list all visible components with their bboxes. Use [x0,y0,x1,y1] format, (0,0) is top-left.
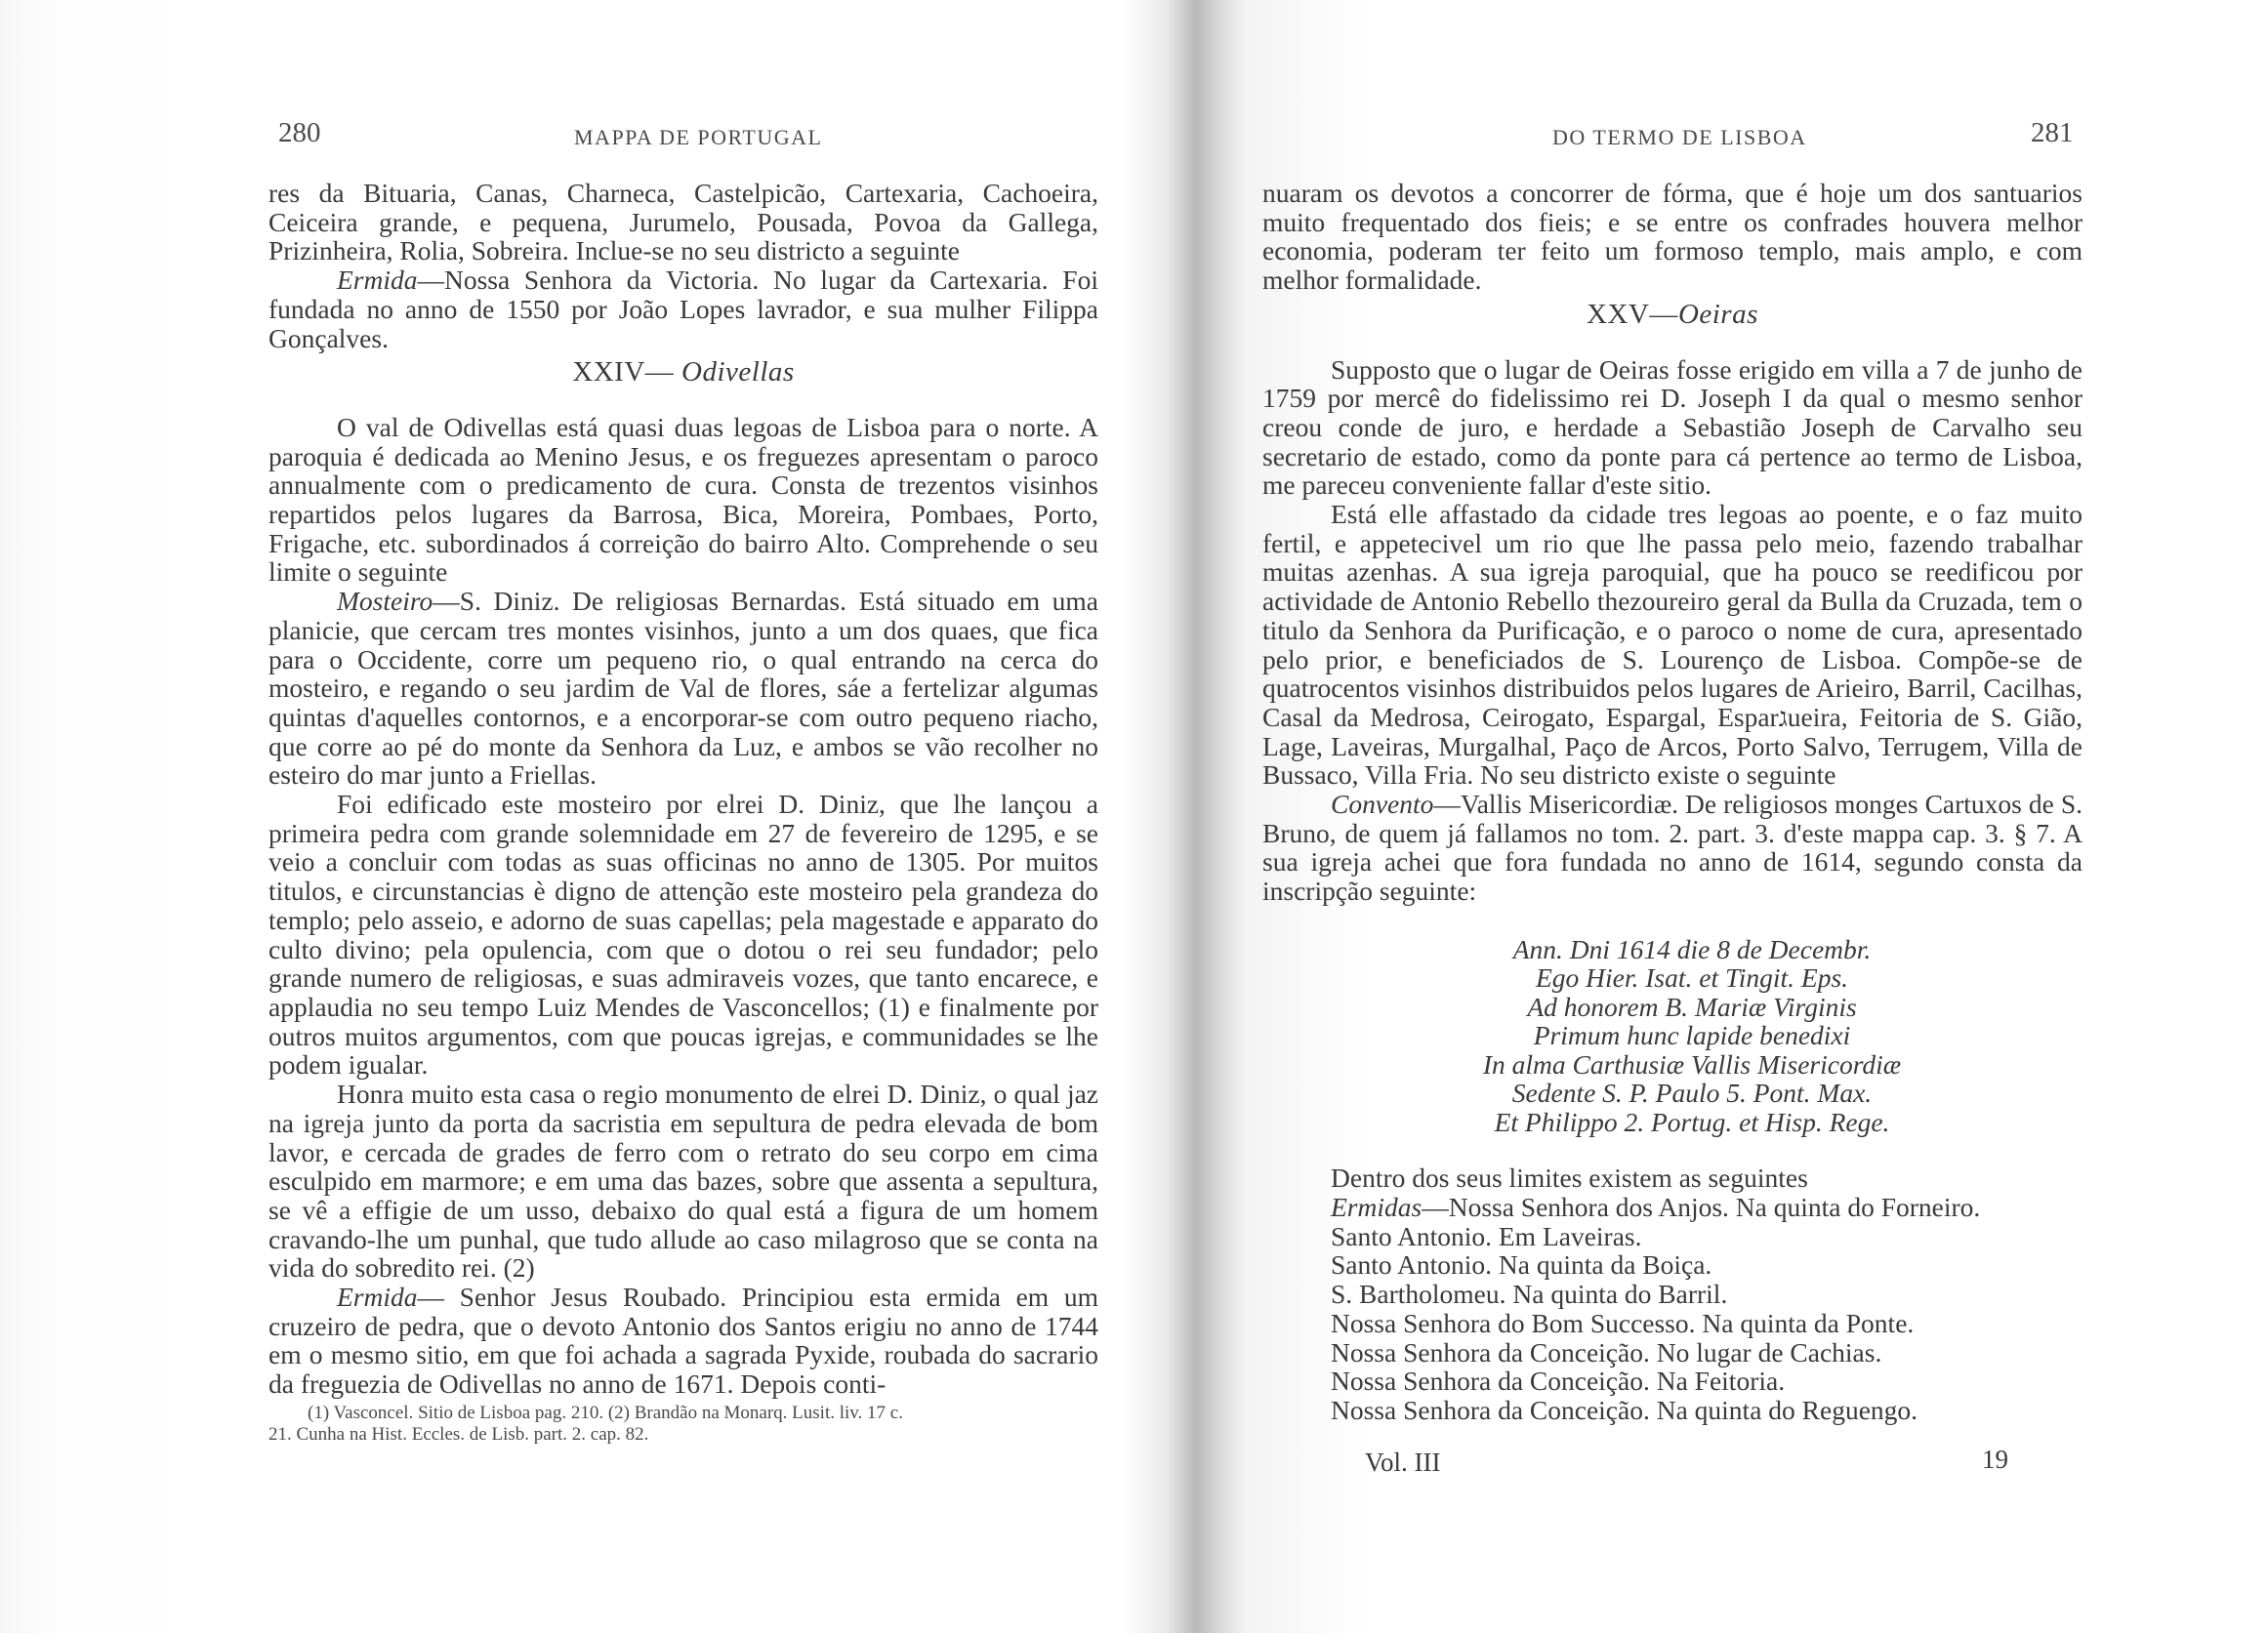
list-item: Santo Antonio. Em Laveiras. [1331,1220,1642,1251]
ermidas-list [1262,1164,2082,1424]
list-item: Nossa Senhora do Bom Successo. Na quinta da Ponte. [1331,1307,1915,1338]
inscription-block [1262,935,2082,1137]
convento-label: Convento [1331,789,1434,820]
right-text-column [1262,179,2082,1425]
honra-paragraph: Honra muito esta casa o regio monumento de elrei D. Diniz, o qual jaz na igreja junto da porta da sacristia em sepultura de pedra elevada de bom lavor, e cercada de grades de ferro com o retrato do seu corpo em cima esculpido em marmore; e em uma das bazes, sobre que assenta a sepultura, se vê a effigie de um usso, debaixo do qual está a figura de um homem cravando-lhe um punhal, que tudo allude ao caso milagroso que se conta na vida do sobredito rei. (2) [268,1079,1098,1284]
limites-line: Dentro dos seus limites existem as seguintes [1331,1163,1808,1194]
affastado-paragraph: Está elle affastado da cidade tres legoas ao poente, e o faz muito fertil, e appetecivel um rio que lhe passa pelo meio, fazendo trabalhar muitas azenhas. A sua igreja paroquial, que ha pouco se reedificou por actividade de Antonio Rebello thezoureiro geral da Bulla da Cruzada, tem o titulo da Senhora da Purificação, e o paroco o nome de cura, apresentado pelo prior, e beneficiados de S. Lourenço de Lisboa. Compõe-se de quatrocentos visinhos distribuidos pelos lugares de Arieiro, Barril, Cacilhas, Casal da Medrosa, Ceirogato, Espargal, Esparגueira, Feitoria de S. Gião, Lage, Laveiras, Murgalhal, Paço de Arcos, Porto Salvo, Terrugem, Villa de Bussaco, Villa Fria. No seu districto existe o seguinte [1262,499,2083,791]
left-page-number: 280 [278,117,321,148]
signature-mark: 19 [1982,1445,2008,1474]
mosteiro-label: Mosteiro [337,586,433,617]
list-item: Nossa Senhora da Conceição. No lugar de Cachias. [1331,1336,1882,1368]
inscription-line: Ego Hier. Isat. et Tingit. Eps. [1535,962,1849,994]
inscription-line: Ad honorem B. Mariæ Virginis [1527,991,1857,1022]
list-item: S. Bartholomeu. Na quinta do Barril. [1331,1279,1728,1310]
inscription-line: In alma Carthusiæ Vallis Misericordiæ [1482,1048,1902,1080]
inscription-line: Sedente S. P. Paulo 5. Pont. Max. [1511,1078,1873,1109]
ermidas-line: Ermidas—Nossa Senhora dos Anjos. Na quinta do Forneiro. [1331,1192,1981,1223]
inscription-line: Primum hunc lapide benedixi [1533,1020,1851,1051]
ermidas-label: Ermidas [1331,1192,1423,1223]
edificado-paragraph: Foi edificado este mosteiro por elrei D. Diniz, que lhe lançou a primeira pedra com grande solemnidade em 27 de fevereiro de 1295, e se veio a concluir com todas as suas officinas no anno de 1305. Por muitos titulos, e circunstancias è digno de attenção este mosteiro pela grandeza do templo; pelo asseio, e adorno de suas capellas; pela magestade e apparato do culto divino; pela opulencia, com que o dotou o rei seu fundador; pelo grande numero de religiosas, e suas admiraveis vozes, que tanto encarece, e applaudia no seu tempo Luiz Mendes de Vasconcellos; (1) e finalmente por outros muitos argumentos, com que poucas igrejas, e communidades se lhe podem igualar. [268,789,1098,1081]
ermida-label: Ermida [337,265,418,296]
left-running-head: MAPPA DE PORTUGAL [574,125,823,149]
list-item: Nossa Senhora da Conceição. Na Feitoria. [1331,1366,1786,1397]
odivellas-paragraph: O val de Odivellas está quasi duas legoas de Lisboa para o norte. A paroquia é dedicada ao Menino Jesus, e os freguezes apresentam o paroco annualmente com o predicamento de cura. Consta de trezentos visinhos repartidos pelos lugares da Barrosa, Bica, Moreira, Pombaes, Porto, Frigache, etc. subordinados á correição do bairro Alto. Comprehende o seu limite o seguinte [268,411,1098,588]
inscription-line: Et Philippo 2. Portug. et Hisp. Rege. [1494,1106,1890,1137]
ermida-label: Ermida [337,1282,418,1313]
footnotes [268,1403,1098,1446]
mosteiro-paragraph: Mosteiro—S. Diniz. De religiosas Bernardas. Está situado em uma planicie, que cercam tres montes visinhos, junto a um dos quaes, que fica para o Occidente, corre um pequeno rio, o qual entrando na cerca do mosteiro, e regando o seu jardim de Val de flores, sáe a fertelizar algumas quintas d'aquelles contornos, e a encorporar-se com outro pequeno riacho, que corre ao pé do monte da Senhora da Luz, e ambos se vão recolher no esteiro do mar junto a Friellas. [268,586,1098,791]
intro-paragraph: res da Bituaria, Canas, Charneca, Castelpicão, Cartexaria, Cachoeira, Ceiceira grande, e pequena, Jurumelo, Pousada, Povoa da Gallega, Prizinheira, Rolia, Sobreira. Inclue-se no seu districto a seguinte [268,178,1098,266]
ermida-roubado: Ermida— Senhor Jesus Roubado. Principiou esta ermida em um cruzeiro de pedra, que o devoto Antonio dos Santos erigiu no anno de 1744 em o mesmo sitio, em que foi achada a sagrada Pyxide, roubada do sacrario da freguezia de Odivellas no anno de 1671. Depois conti- [268,1282,1098,1400]
inscription-line: Ann. Dni 1614 die 8 de Decembr. [1512,933,1872,964]
oeiras-paragraph: Supposto que o lugar de Oeiras fosse erigido em villa a 7 de junho de 1759 por mercê do fidelissimo rei D. Joseph I da qual o mesmo senhor creou conde de juro, e herdade a Sebastião Joseph de Carvalho seu secretario de estado, como da ponte para cá pertence ao termo de Lisboa, me pareceu conveniente fallar d'este sitio. [1262,353,2082,501]
right-running-head: DO TERMO DE LISBOA [1552,125,1807,149]
ermida-victoria: Ermida—Nossa Senhora da Victoria. No lugar da Cartexaria. Foi fundada no anno de 1550 por João Lopes lavrador, e sua mulher Filippa Gonçalves. [268,265,1098,353]
section-title-oeiras: XXV—Oeiras [1587,298,1758,330]
section-title-odivellas: XXIV— Odivellas [572,356,795,388]
list-item: Nossa Senhora da Conceição. Na quinta do Reguengo. [1331,1395,1918,1425]
right-page [1201,0,2268,1633]
right-page-number: 281 [2031,117,2074,148]
footnote-line: 21. Cunha na Hist. Eccles. de Lisb. part. 2. cap. 82. [268,1424,649,1445]
footnote-line: (1) Vasconcel. Sitio de Lisboa pag. 210. (2) Brandão na Monarq. Lusit. liv. 17 c. [308,1403,903,1423]
list-item: Santo Antonio. Na quinta da Boiça. [1331,1249,1712,1281]
volume-mark: Vol. III [1365,1448,1441,1477]
convento-paragraph: Convento—Vallis Misericordiæ. De religiosos monges Cartuxos de S. Bruno, de quem já fallamos no tom. 2. part. 3. d'este mappa cap. 3. § 7. A sua igreja achei que fora fundada no anno de 1614, segundo consta da inscripção seguinte: [1262,789,2082,907]
left-text-column [268,179,1098,1399]
continuation-paragraph: nuaram os devotos a concorrer de fórma, que é hoje um dos santuarios muito frequentado dos fieis; e se entre os confrades houvera melhor economia, poderam ter feito um formoso templo, mais amplo, e com melhor formalidade. [1262,178,2082,296]
